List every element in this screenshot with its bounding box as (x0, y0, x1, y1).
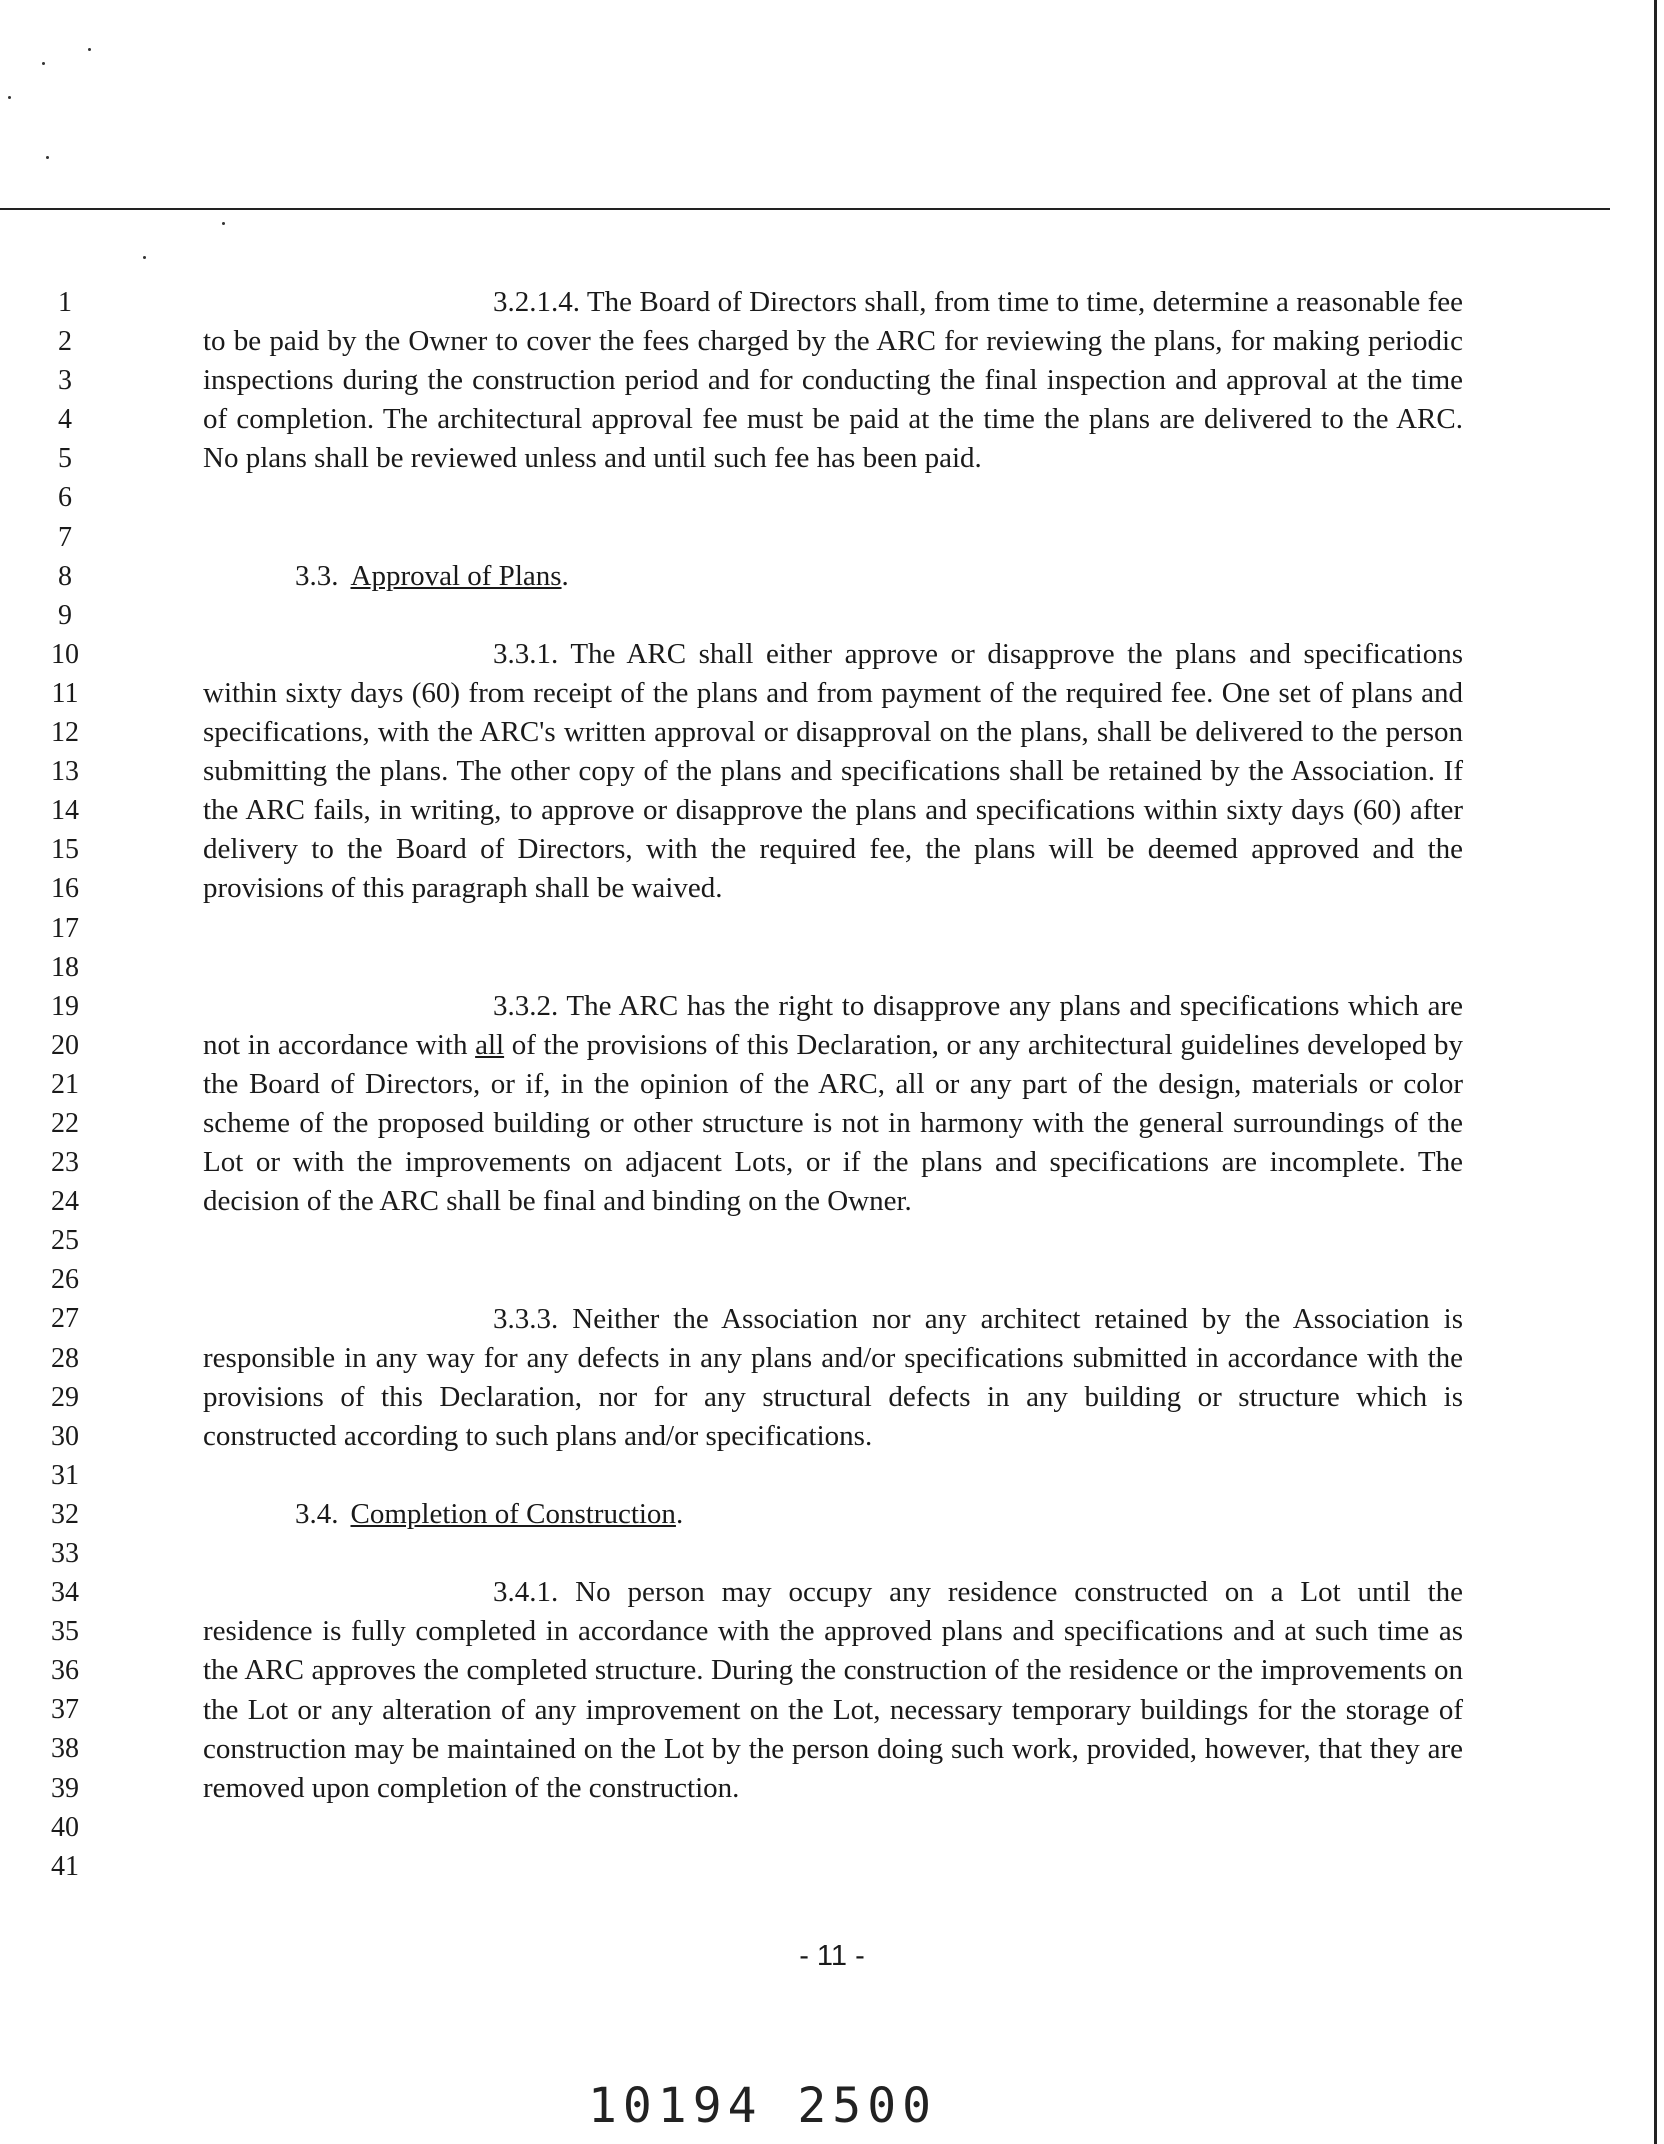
line-number: 34 (51, 1577, 79, 1609)
heading-number: 3.3. (295, 559, 339, 592)
line-number: 29 (51, 1381, 79, 1413)
line-number: 41 (51, 1850, 79, 1882)
line-number: 38 (51, 1733, 79, 1765)
header-rule (0, 208, 1610, 210)
paragraph-text: The ARC has the right to disapprove any plans and specifications which are not in accordance with (203, 989, 1463, 1061)
paragraph-3-2-1-4 (203, 283, 1463, 478)
line-number: 16 (51, 873, 79, 905)
line-number: 25 (51, 1225, 79, 1257)
line-number: 27 (51, 1303, 79, 1335)
line-number: 26 (51, 1264, 79, 1296)
paragraph-number: 3.3.3. (493, 1302, 559, 1335)
paragraph-3-3-2 (203, 987, 1463, 1222)
line-number: 36 (51, 1655, 79, 1687)
line-number: 23 (51, 1147, 79, 1179)
paragraph-text: The Board of Directors shall, from time to time, determine a reasonable fee to be paid by the Owner to cover the fees charged by the ARC for reviewing the plans, for making periodic inspections during the construction period and for conducting the final inspection and approval at the time of completion. The architectural approval fee must be paid at the time the plans are delivered to the ARC. No plans shall be reviewed unless and until such fee has been paid. (203, 286, 1463, 475)
paragraph-number: 3.3.2. (493, 989, 559, 1022)
line-number: 7 (58, 521, 72, 553)
line-number: 20 (51, 1029, 79, 1061)
line-number: 11 (51, 677, 79, 709)
line-number: 37 (51, 1694, 79, 1726)
line-number: 21 (51, 1068, 79, 1100)
paragraph-text: of the provisions of this Declaration, or any architectural guidelines developed by the Board of Directors, or if, in the opinion of the ARC, all or any part of the design, materials or color scheme of the proposed building or other structure is not in harmony with the general surroundings of the Lot or with the improvements on adjacent Lots, or if the plans and specifications are incomplete. The decision of the ARC shall be final and binding on the Owner. (203, 1028, 1464, 1218)
heading-3-3 (295, 557, 569, 596)
line-number: 33 (51, 1538, 79, 1569)
line-number: 4 (58, 404, 72, 436)
line-number: 40 (51, 1811, 79, 1843)
line-number: 14 (51, 795, 79, 827)
line-number: 22 (51, 1107, 79, 1139)
line-numbers (40, 283, 90, 1886)
line-number: 18 (51, 951, 79, 983)
heading-3-4 (295, 1495, 683, 1534)
paragraph-text: The ARC shall either approve or disapprove the plans and specifications within sixty days (60) from receipt of the plans and from payment of the required fee. One set of plans and specifications, with the ARC's written approval or disapproval on the plans, shall be delivered to the person submitting the plans. The other copy of the plans and specifications shall be retained by the Association. If the ARC fails, in writing, to approve or disapprove the plans and specifications within sixty days (60) after delivery to the Board of Directors, with the required fee, the plans will be deemed approved and the provisions of this paragraph shall be waived. (203, 637, 1463, 905)
line-number: 28 (51, 1342, 79, 1374)
paragraph-number: 3.4.1. (493, 1576, 559, 1609)
line-number: 19 (51, 990, 79, 1022)
line-number: 35 (51, 1616, 79, 1648)
right-margin-rule (1654, 0, 1657, 2144)
scan-speck (42, 62, 45, 65)
heading-number: 3.4. (295, 1498, 339, 1531)
heading-punctuation: . (675, 1498, 684, 1531)
line-number: 9 (58, 599, 72, 631)
scan-speck (46, 156, 49, 159)
line-number: 3 (58, 365, 72, 397)
paragraph-text: No person may occupy any residence constructed on a Lot until the residence is fully completed in accordance with the approved plans and specifications and at such time as the ARC approves the completed structure. During the construction of the residence or the improvements on the Lot or any alteration of any improvement on the Lot, necessary temporary buildings for the storage of construction may be maintained on the Lot by the person doing such work, provided, however, that they are removed upon completion of the construction. (203, 1576, 1464, 1804)
line-number: 39 (51, 1772, 79, 1804)
line-number: 15 (51, 834, 79, 866)
emphasized-word: all (475, 1028, 505, 1061)
paragraph-number: 3.3.1. (493, 637, 559, 670)
heading-punctuation: . (561, 559, 569, 592)
line-number: 32 (51, 1498, 79, 1530)
paragraph-3-3-1 (203, 635, 1463, 909)
line-number: 24 (51, 1186, 79, 1218)
line-number: 2 (58, 326, 72, 358)
recording-stamp: 10194 2500 (588, 2078, 937, 2134)
line-number: 13 (51, 756, 79, 788)
line-number: 30 (51, 1420, 79, 1452)
heading-title: Approval of Plans (350, 559, 562, 592)
scan-speck (88, 48, 91, 51)
line-number: 8 (58, 560, 72, 592)
line-number: 10 (51, 638, 79, 670)
line-number: 1 (58, 287, 72, 318)
paragraph-text: Neither the Association nor any architect retained by the Association is responsible in any way for any defects in any plans and/or specifications submitted in accordance with the provisions of this Declaration, nor for any structural defects in any building or structure which is constructed according to such plans and/or specifications. (203, 1302, 1464, 1452)
line-number: 31 (51, 1459, 79, 1491)
heading-title: Completion of Construction (350, 1498, 676, 1531)
page-number: - 11 - (799, 1940, 865, 1972)
line-number: 6 (58, 482, 72, 514)
paragraph-3-4-1 (203, 1573, 1463, 1808)
paragraph-3-3-3 (203, 1300, 1463, 1456)
line-number: 12 (51, 717, 79, 749)
paragraph-number: 3.2.1.4. (493, 286, 580, 318)
scan-speck (8, 96, 11, 99)
scan-speck (143, 256, 146, 259)
scan-speck (222, 222, 225, 225)
line-number: 17 (51, 912, 79, 944)
line-number: 5 (58, 443, 72, 475)
